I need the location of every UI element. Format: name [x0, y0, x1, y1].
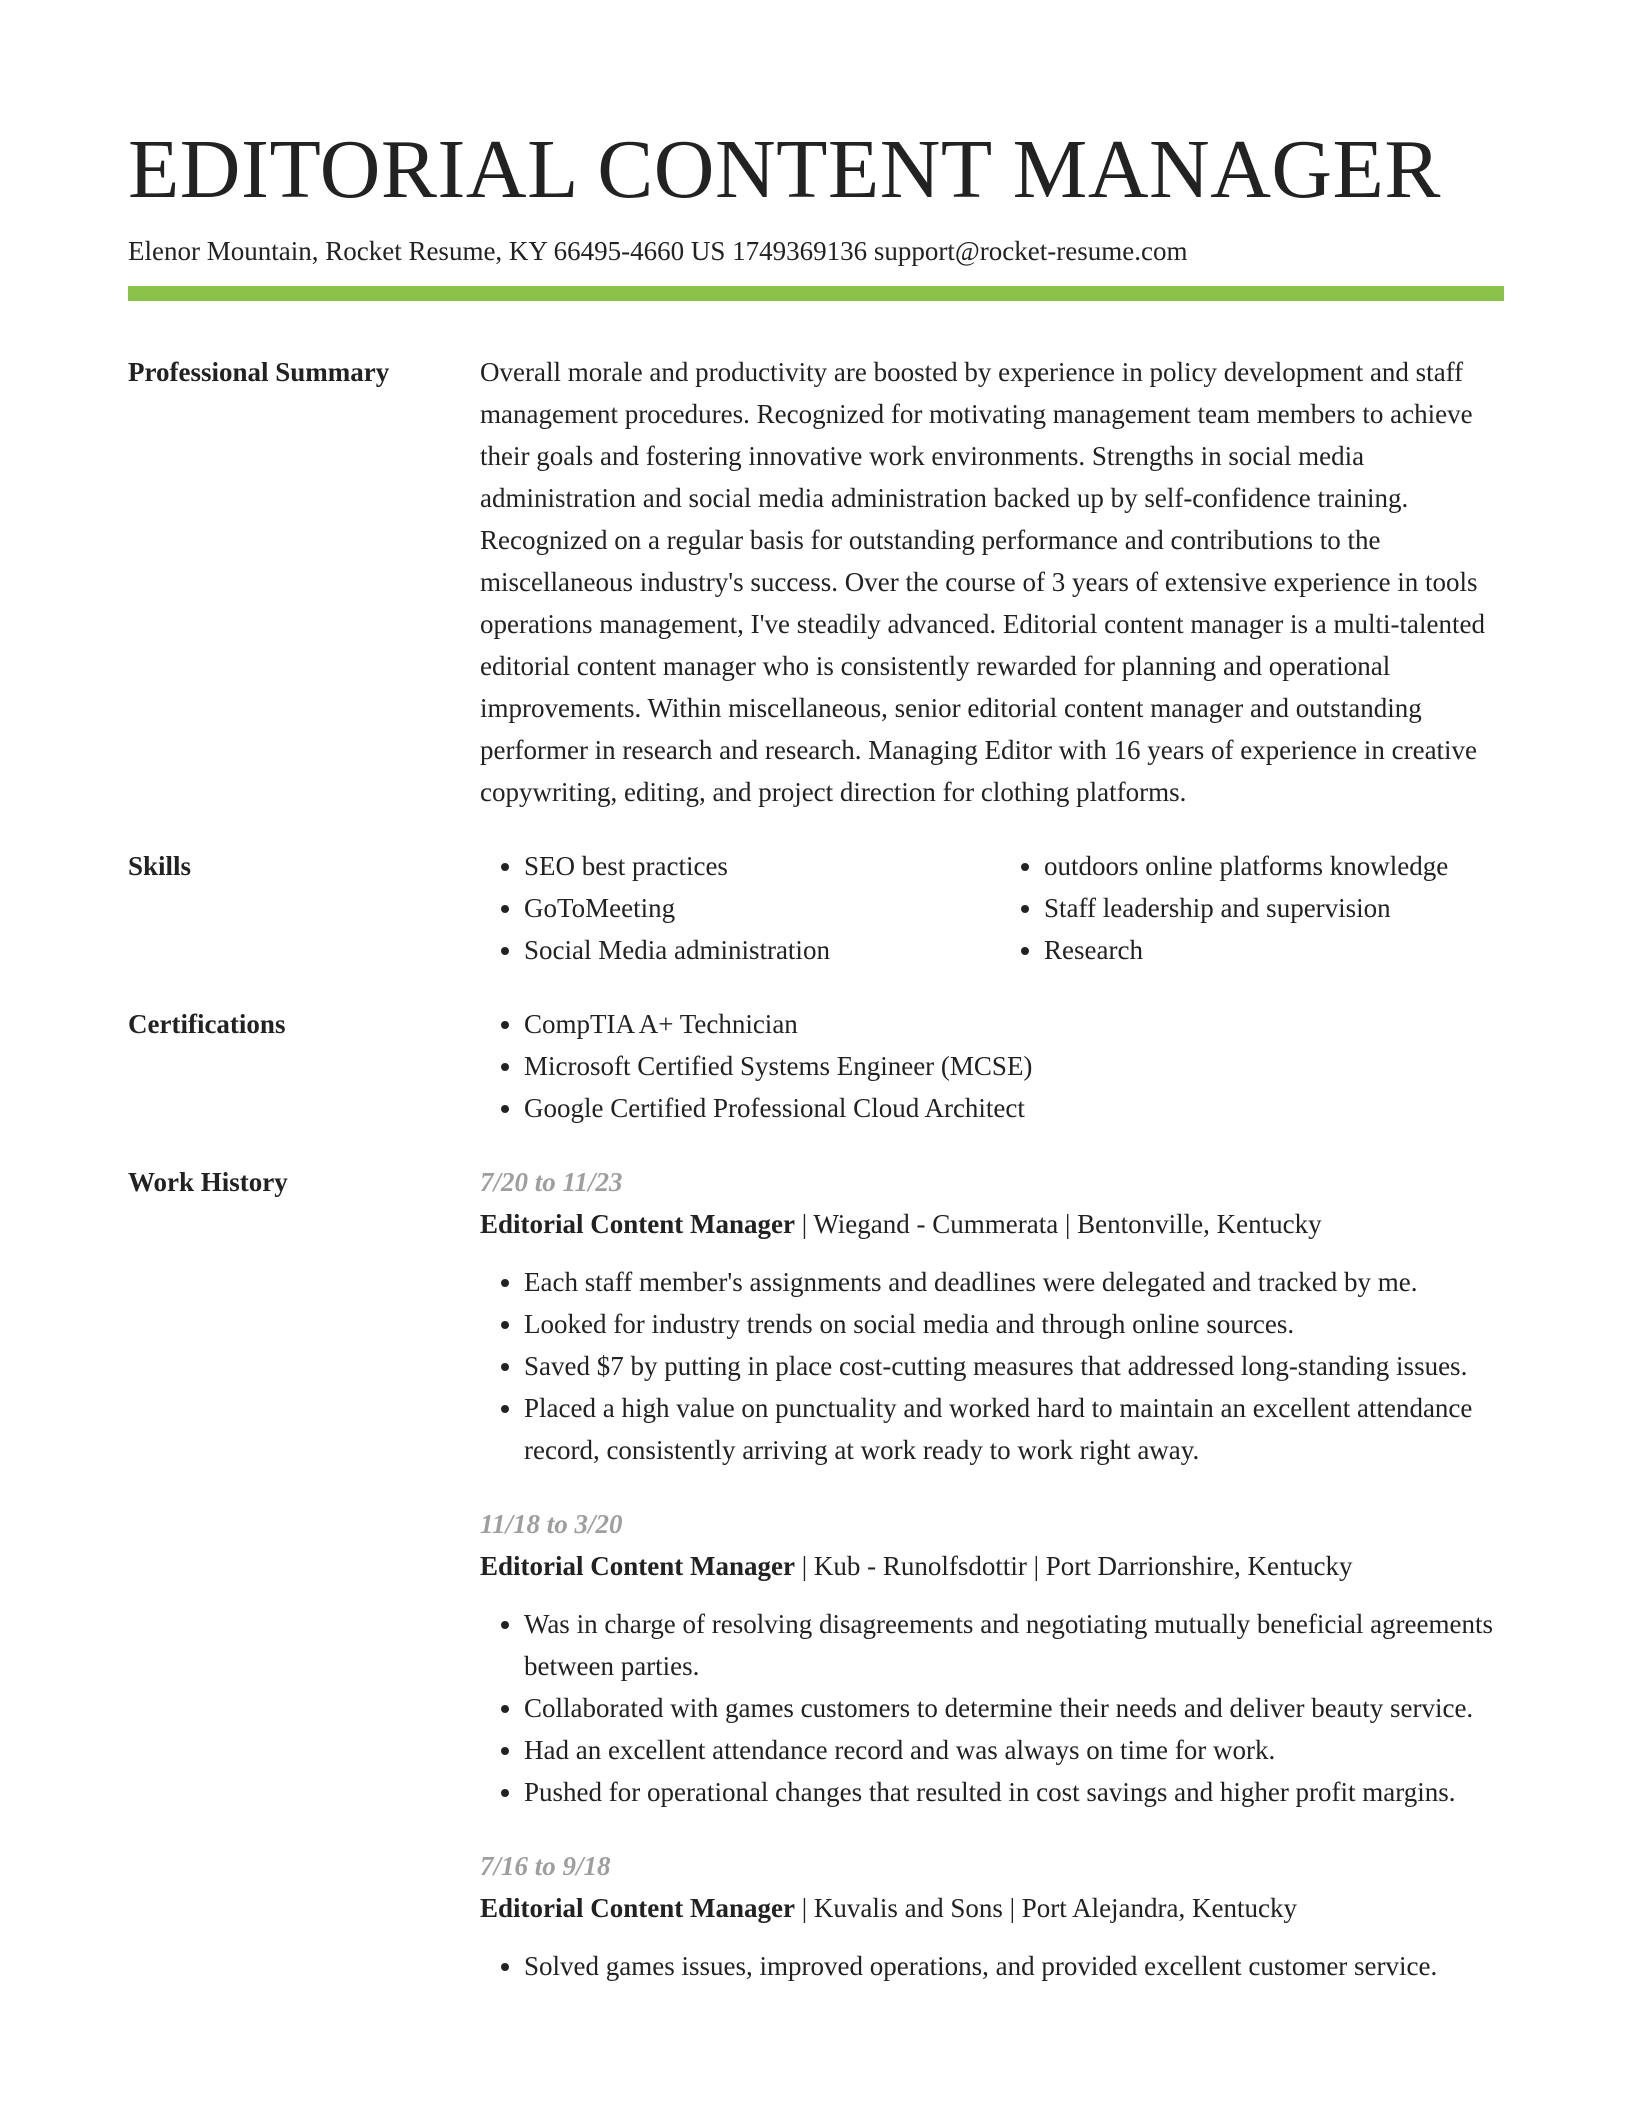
- skill-item: • Research: [1044, 929, 1504, 971]
- job-heading: [480, 1545, 1504, 1587]
- work-history-label: Work History: [128, 1167, 288, 1197]
- certifications-label: Certifications: [128, 1009, 286, 1039]
- resume-title: EDITORIAL CONTENT MANAGER: [128, 123, 1441, 216]
- skills-section: [128, 845, 1504, 971]
- skills-list-left: [480, 845, 984, 971]
- certification-item: • Microsoft Certified Systems Engineer (MCSE): [524, 1045, 1504, 1087]
- summary-section: [128, 351, 1504, 813]
- skills-label: Skills: [128, 851, 192, 881]
- job-title: Editorial Content Manager: [480, 1209, 795, 1239]
- job-heading: [480, 1203, 1504, 1245]
- job-bullet: • Looked for industry trends on social media and through online sources.: [524, 1303, 1504, 1345]
- skill-item: • outdoors online platforms knowledge: [1044, 845, 1504, 887]
- job-details: | Kuvalis and Sons | Port Alejandra, Kentucky: [794, 1893, 1297, 1923]
- accent-divider: [128, 286, 1504, 301]
- summary-text: Overall morale and productivity are boosted by experience in policy development and staff management procedures. Recognized for motivating management team members to achieve their goals and fostering innovative work environments. Strengths in social media administration and social media administration backed up by self-confidence training. Recognized on a regular basis for outstanding performance and contributions to the miscellaneous industry's success. Over the course of 3 years of extensive experience in tools operations management, I've steadily advanced. Editorial content manager is a multi-talented editorial content manager who is consistently rewarded for planning and operational improvements. Within miscellaneous, senior editorial content manager and outstanding performer in research and research. Managing Editor with 16 years of experience in creative copywriting, editing, and project direction for clothing platforms.: [480, 357, 1485, 807]
- job-dates: 11/18 to 3/20: [480, 1509, 623, 1539]
- certifications-list: [480, 1003, 1504, 1129]
- skill-item: • GoToMeeting: [524, 887, 984, 929]
- job-dates: 7/20 to 11/23: [480, 1167, 623, 1197]
- work-history-content: [480, 1161, 1504, 1987]
- job-bullets: [480, 1603, 1504, 1813]
- job-entry: [480, 1161, 1504, 1471]
- work-history-section: [128, 1161, 1504, 1987]
- job-bullets: [480, 1261, 1504, 1471]
- job-bullets: [480, 1945, 1504, 1987]
- job-entry: [480, 1503, 1504, 1813]
- job-bullet: • Collaborated with games customers to determine their needs and deliver beauty service.: [524, 1687, 1504, 1729]
- skill-item: • Staff leadership and supervision: [1044, 887, 1504, 929]
- job-bullet: • Had an excellent attendance record and was always on time for work.: [524, 1729, 1504, 1771]
- job-details: | Wiegand - Cummerata | Bentonville, Kentucky: [794, 1209, 1322, 1239]
- certifications-content: [480, 1003, 1504, 1129]
- job-title: Editorial Content Manager: [480, 1893, 795, 1923]
- skills-list-right: [984, 845, 1504, 971]
- skills-grid: [480, 845, 1504, 971]
- job-bullet: • Solved games issues, improved operations, and provided excellent customer service.: [524, 1945, 1504, 1987]
- skill-item: • Social Media administration: [524, 929, 984, 971]
- job-bullet: • Saved $7 by putting in place cost-cutting measures that addressed long-standing issues.: [524, 1345, 1504, 1387]
- summary-content: [480, 351, 1504, 813]
- job-details: | Kub - Runolfsdottir | Port Darrionshire, Kentucky: [794, 1551, 1353, 1581]
- certification-item: • Google Certified Professional Cloud Architect: [524, 1087, 1504, 1129]
- job-bullet: • Each staff member's assignments and deadlines were delegated and tracked by me.: [524, 1261, 1504, 1303]
- job-entry: [480, 1845, 1504, 1987]
- skill-item: • SEO best practices: [524, 845, 984, 887]
- job-bullet: • Pushed for operational changes that resulted in cost savings and higher profit margins.: [524, 1771, 1504, 1813]
- job-bullet: • Was in charge of resolving disagreements and negotiating mutually beneficial agreements between parties.: [524, 1603, 1504, 1687]
- certifications-section: [128, 1003, 1504, 1129]
- summary-label: Professional Summary: [128, 357, 390, 387]
- job-dates: 7/16 to 9/18: [480, 1851, 611, 1881]
- job-title: Editorial Content Manager: [480, 1551, 795, 1581]
- job-heading: [480, 1887, 1504, 1929]
- contact-line: Elenor Mountain, Rocket Resume, KY 66495-4660 US 1749369136 support@rocket-resume.com: [128, 236, 1188, 266]
- certification-item: • CompTIA A+ Technician: [524, 1003, 1504, 1045]
- job-bullet: • Placed a high value on punctuality and worked hard to maintain an excellent attendance record, consistently arriving at work ready to work right away.: [524, 1387, 1504, 1471]
- resume-page: [128, 0, 1504, 1987]
